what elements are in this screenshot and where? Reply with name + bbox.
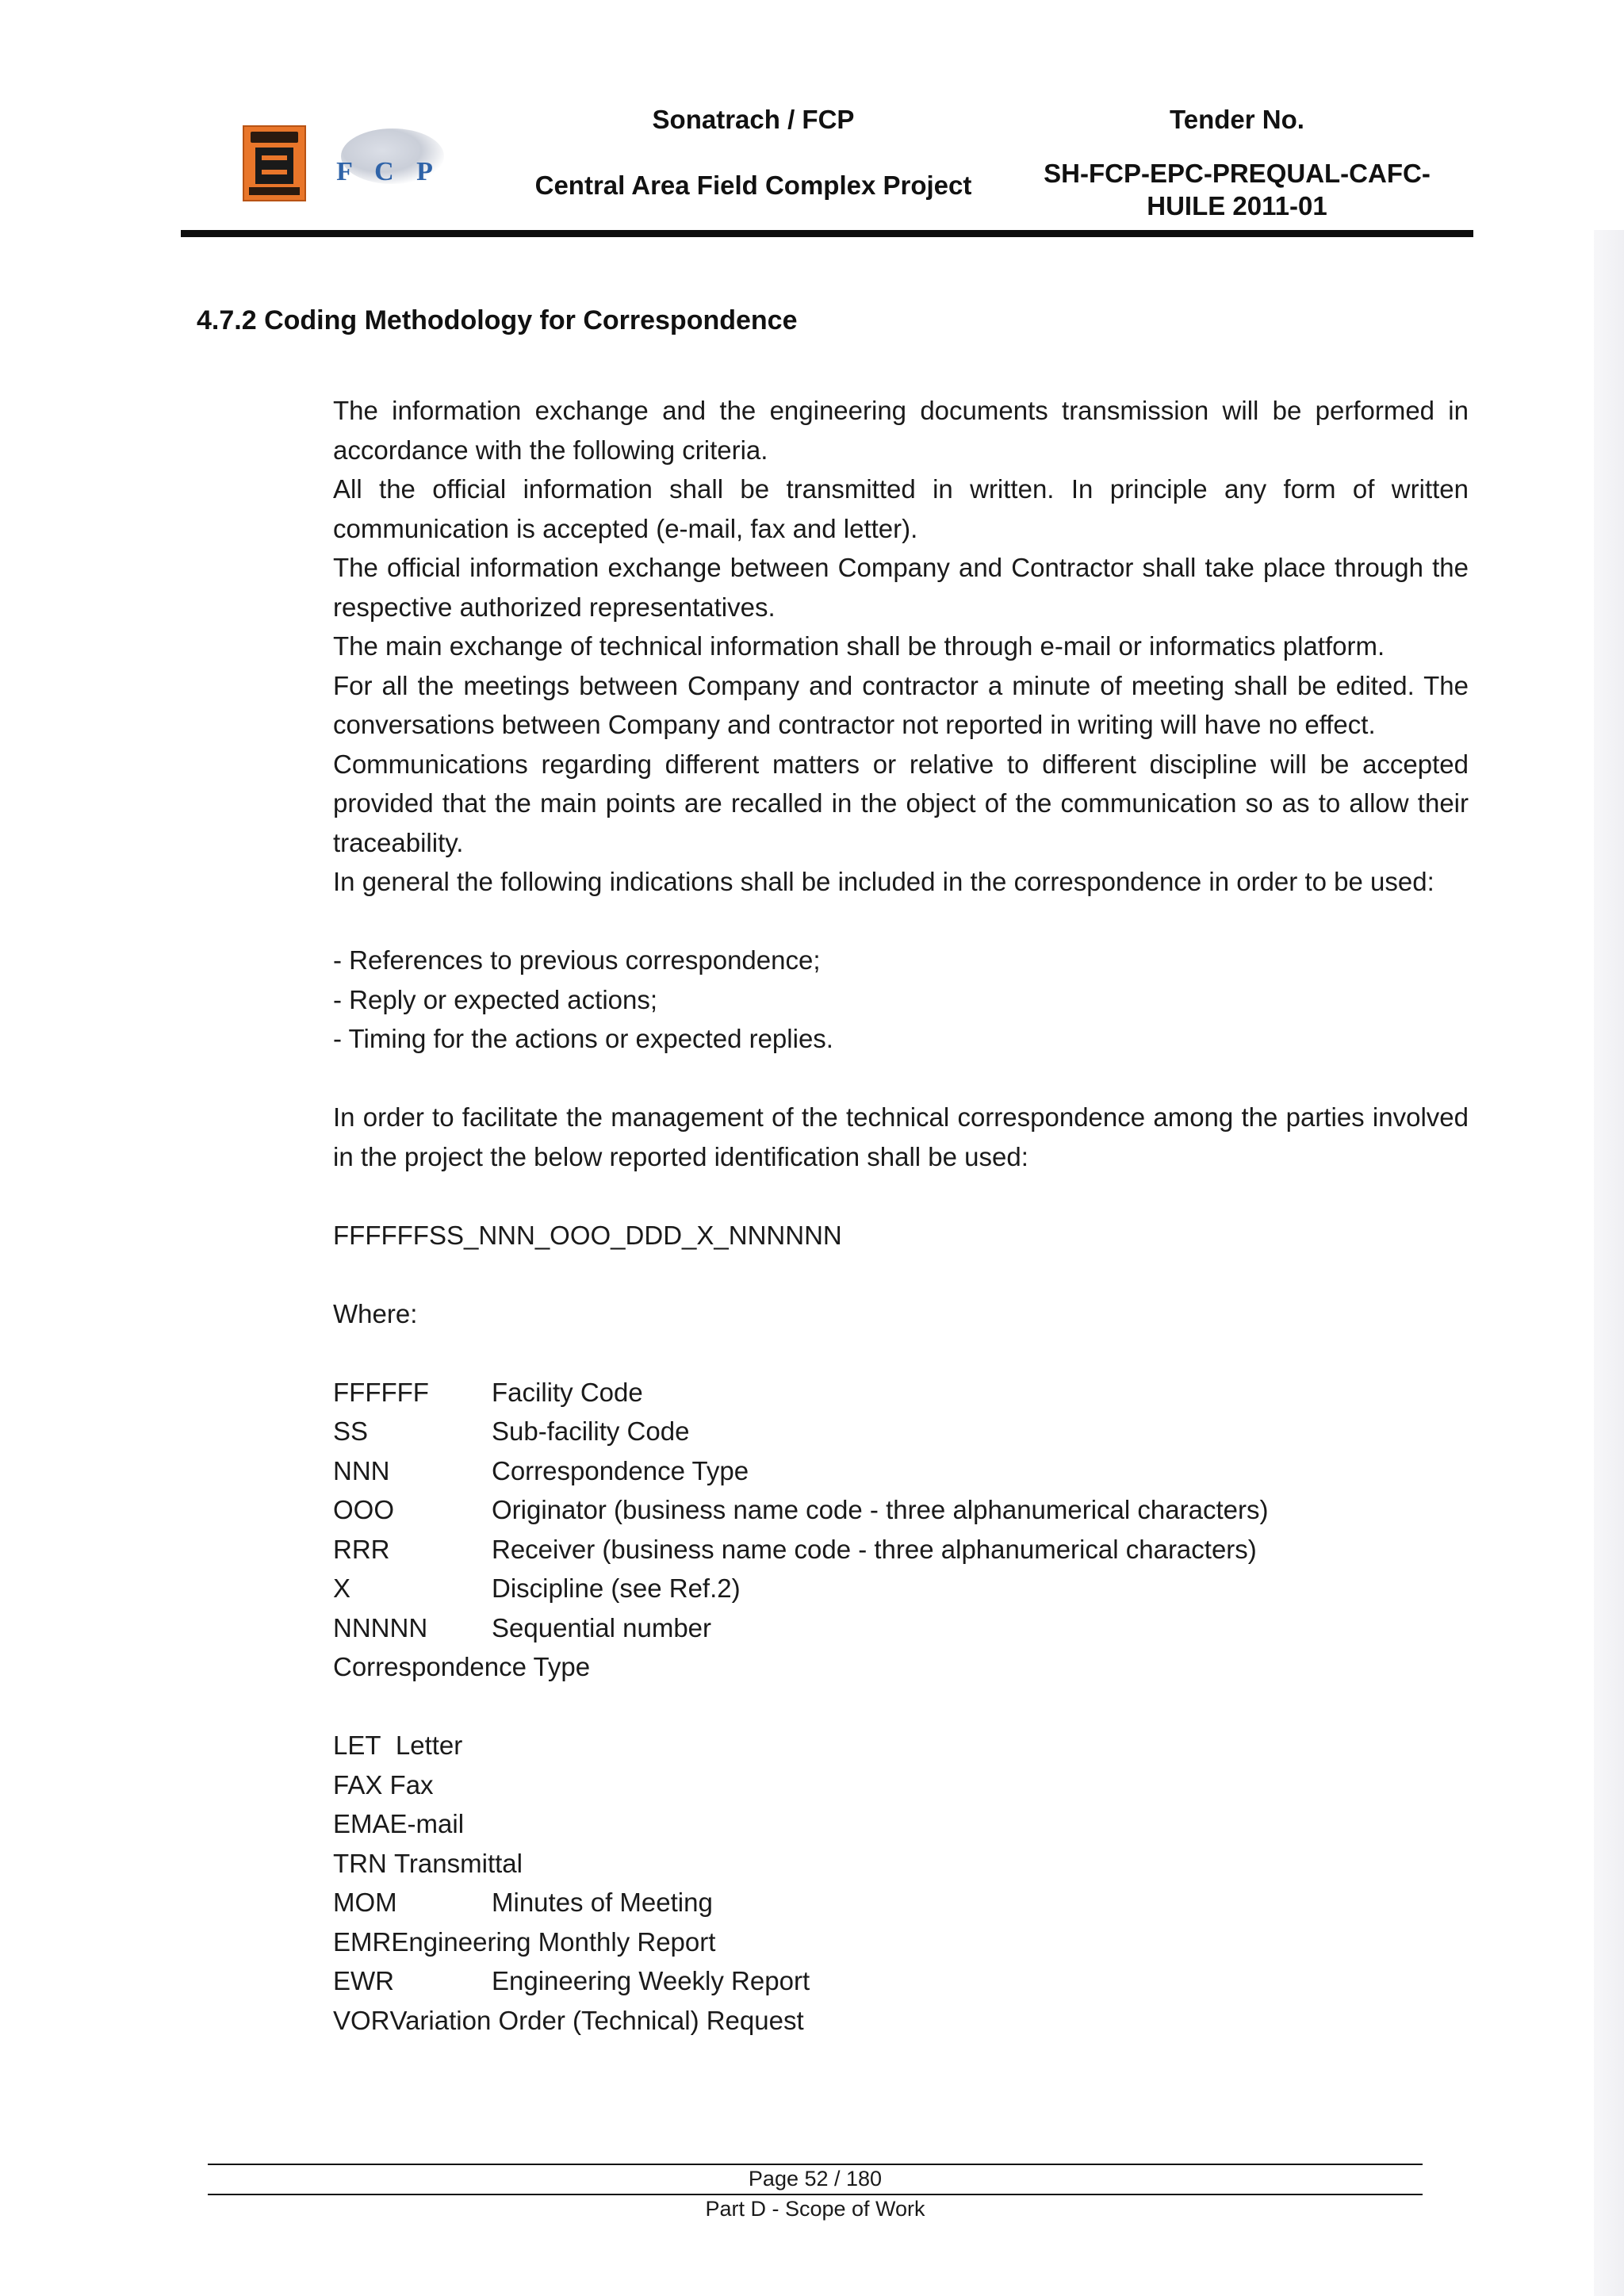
type-text: Engineering Weekly Report	[492, 1966, 810, 1995]
section-heading: 4.7.2 Coding Methodology for Correspondence	[197, 305, 798, 335]
correspondence-type-row	[333, 1765, 1469, 1805]
code-format: FFFFFFSS_NNN_OOO_DDD_X_NNNNNN	[333, 1220, 842, 1250]
list-item: - Reply or expected actions;	[333, 984, 658, 1014]
type-text: Transmittal	[394, 1848, 523, 1878]
correspondence-type-row	[333, 1844, 1469, 1884]
paragraph: The information exchange and the engineering documents transmission will be performed in accordance with the following criteria.	[333, 396, 1469, 465]
type-code: FAX	[333, 1769, 383, 1800]
paragraph: All the official information shall be transmitted in written. In principle any form of written communication is accepted (e-mail, fax and letter).	[333, 474, 1469, 543]
paragraph: The official information exchange between Company and Contractor shall take place through the respective authorized representatives.	[333, 553, 1469, 622]
definition-row	[333, 1412, 1469, 1451]
type-code: EWR	[333, 1966, 394, 1995]
tender-number-line1: SH-FCP-EPC-PREQUAL-CAFC-	[1044, 159, 1431, 188]
type-code: VOR	[333, 2005, 390, 2035]
definition-code: X	[333, 1573, 351, 1603]
definition-text: Sub-facility Code	[492, 1416, 690, 1446]
type-text: Minutes of Meeting	[492, 1888, 713, 1917]
definition-row	[333, 1530, 1469, 1570]
list-item: - Timing for the actions or expected replies.	[333, 1024, 833, 1053]
correspondence-type-row	[333, 1922, 1469, 1962]
correspondence-type-label: Correspondence Type	[333, 1652, 591, 1681]
definition-code: NNNNN	[333, 1612, 428, 1642]
where-label: Where:	[333, 1298, 418, 1328]
type-text: E-mail	[389, 1809, 465, 1838]
fcp-logo-letters: F C P	[336, 157, 441, 186]
footer-divider-top	[208, 2164, 1423, 2165]
definition-code: NNN	[333, 1455, 390, 1485]
correspondence-type-row	[333, 1961, 1469, 2001]
header-tender-label: Tender No.	[1170, 105, 1304, 134]
header-divider	[181, 230, 1473, 237]
definition-code: SS	[333, 1416, 369, 1446]
definition-code: FFFFFF	[333, 1377, 429, 1407]
definition-row	[333, 1451, 1469, 1491]
tender-number-line2: HUILE 2011-01	[1147, 191, 1327, 220]
correspondence-type-row	[333, 1726, 1469, 1765]
header-tender-number	[1015, 157, 1459, 222]
fcp-logo	[325, 127, 452, 198]
definition-text: Sequential number	[492, 1612, 712, 1642]
definition-row	[333, 1608, 1469, 1648]
page-number: Page 52 / 180	[748, 2167, 883, 2191]
definition-text: Originator (business name code - three alphanumerical characters)	[492, 1495, 1269, 1524]
type-code: TRN	[333, 1848, 387, 1878]
type-text: Engineering Monthly Report	[391, 1926, 716, 1957]
paragraph: The main exchange of technical information shall be through e-mail or informatics platform.	[333, 631, 1385, 661]
type-text: Letter	[395, 1731, 463, 1760]
type-text: Fax	[389, 1769, 434, 1800]
page-header	[0, 0, 1624, 238]
definition-row	[333, 1569, 1469, 1608]
type-text: Variation Order (Technical) Request	[389, 2005, 804, 2035]
type-code: EMA	[333, 1809, 390, 1838]
definition-code: RRR	[333, 1534, 390, 1564]
header-project: Central Area Field Complex Project	[534, 171, 972, 200]
identification-intro: In order to facilitate the management of the technical correspondence among the parties involved in the project the below reported identification shall be used:	[333, 1102, 1469, 1171]
definition-text: Facility Code	[492, 1377, 643, 1407]
definition-text: Correspondence Type	[492, 1455, 749, 1485]
document-body	[333, 391, 1469, 2040]
definition-text: Receiver (business name code - three alphanumerical characters)	[492, 1534, 1257, 1564]
page-edge-shade	[1594, 230, 1624, 2296]
footer-divider-bottom	[208, 2194, 1423, 2195]
list-item: - References to previous correspondence;	[333, 945, 821, 975]
definition-code: OOO	[333, 1495, 395, 1524]
paragraph: Communications regarding different matters or relative to different discipline will be accepted provided that the main points are recalled in the object of the communication so as to allow their traceability.	[333, 749, 1469, 857]
type-code: MOM	[333, 1888, 397, 1917]
definition-text: Discipline (see Ref.2)	[492, 1573, 741, 1603]
paragraph: For all the meetings between Company and contractor a minute of meeting shall be edited. The conversations between Company and contractor not reported in writing will have no effect.	[333, 670, 1469, 739]
paragraph: In general the following indications shall be included in the correspondence in order to be used:	[333, 867, 1434, 896]
type-code: LET	[333, 1731, 381, 1760]
correspondence-type-row	[333, 1804, 1469, 1844]
definition-row	[333, 1373, 1469, 1412]
document-part: Part D - Scope of Work	[705, 2197, 925, 2221]
type-code: EMR	[333, 1926, 392, 1957]
definition-row	[333, 1490, 1469, 1530]
header-organization: Sonatrach / FCP	[652, 105, 855, 134]
sonatrach-logo	[243, 125, 306, 201]
correspondence-type-row	[333, 2001, 1469, 2041]
correspondence-type-row	[333, 1883, 1469, 1922]
